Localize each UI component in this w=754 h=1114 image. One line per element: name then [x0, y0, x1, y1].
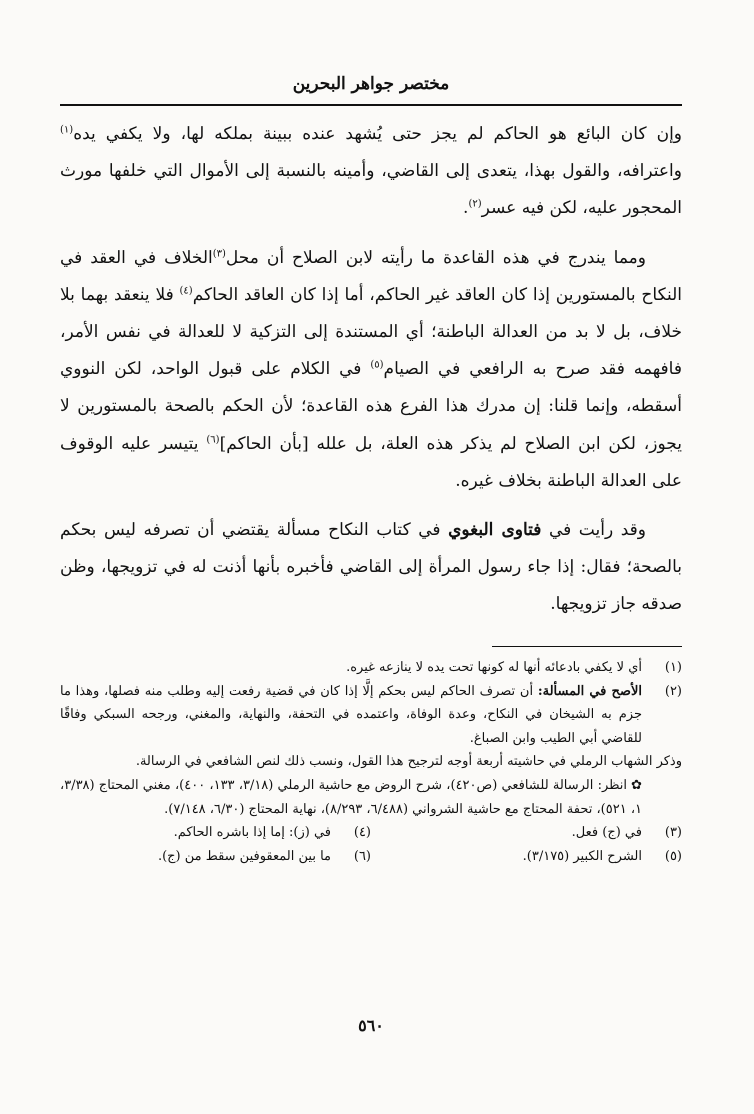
p1-text-2: واعترافه، والقول بهذا، يتعدى إلى القاضي، وأمينه بالنسبة إلى الأموال التي خلفها مورث المحجور عليه، لكن فيه عسر: [60, 161, 682, 219]
footnote-6: [60, 845, 371, 869]
paragraph-3: [60, 512, 682, 624]
p2-text-e: يتيسر عليه الوقوف على العدالة الباطنة بخلاف غيره.: [60, 433, 682, 491]
footnote-2-heading: الأصح في المسألة:: [537, 683, 642, 699]
short-footnotes: [60, 821, 682, 868]
page-number: ٥٦٠: [358, 1016, 384, 1035]
footnote-text: في (ج) فعل.: [571, 825, 642, 841]
sources-text: انظر: الرسالة للشافعي (ص٤٢٠)، شرح الروض مع حاشية الرملي (٣/١٨، ١٣٣، ٤٠٠)، مغني المحتاج (٣/٣٨، ١، ٥٢١)، تحفة المحتاج مع حاشية الشرواني (٦/٤٨٨، ٨/٢٩٣)، نهاية المحتاج (٦/٣٠، ٧/١٤٨).: [60, 777, 642, 817]
footnote-2: [60, 680, 682, 751]
footnote-row: [60, 845, 682, 869]
footnote-ref-5: (٥): [370, 359, 384, 371]
paragraph-1: [60, 116, 682, 228]
p2-text-b: الخلاف في العقد في النكاح بالمستورين إذا كان العاقد غير الحاكم، أما إذا كان العاقد الحاكم: [60, 247, 683, 305]
footnote-ref-2: (٢): [468, 198, 482, 210]
footnote-2-extra: وذكر الشهاب الرملي في حاشيته أربعة أوجه لترجيح هذا القول، ونسب ذلك لنص الشافعي في الرسالة.: [135, 754, 682, 770]
footnote-number: (٤): [353, 825, 371, 841]
p3-text-b: في كتاب النكاح مسألة يقتضي أن تصرفه ليس بحكم بالصحة؛ فقال: إذا جاء رسول المرأة إلى القاضي فأخبره بأنها أذنت له في تزويجها، وظن صدقه جاز تزويجها.: [60, 520, 682, 615]
footnote-ref-3: (٣): [212, 247, 226, 259]
footnote-text: الشرح الكبير (٣/١٧٥).: [522, 848, 642, 864]
main-text: [60, 116, 682, 624]
running-header: مختصر جواهر البحرين: [292, 74, 450, 94]
footnote-1: [60, 656, 682, 680]
footnote-text: ما بين المعقوفين سقط من (ج).: [157, 848, 331, 864]
footnote-text: أي لا يكفي بادعائه أنها له كونها تحت يده لا ينازعه غيره.: [346, 660, 642, 675]
paragraph-2: [60, 240, 682, 500]
footnote-4: [60, 821, 371, 845]
footnote-ref-1: (١): [60, 124, 74, 136]
footnote-number: (٣): [664, 825, 682, 841]
footnote-5: [371, 845, 682, 869]
footnote-row: [60, 821, 682, 845]
p3-text-a: وقد رأيت في: [541, 520, 646, 541]
p2-text-a: ومما يندرج في هذه القاعدة ما رأيته لابن الصلاح أن محل: [225, 247, 646, 268]
footnote-number: (٥): [664, 848, 682, 864]
p2-text-c: فلا ينعقد بهما بلا خلاف، بل لا بد من العدالة الباطنة؛ أي المستندة إلى التزكية لا للعدالة في نفس الأمر، فافهمه فقد صرح به الرافعي في الصيام: [60, 284, 682, 380]
p1-text: وإن كان البائع هو الحاكم لم يجز حتى يُشهد عنده ببينة بملكه لها، ولا يكفي يده: [73, 124, 682, 144]
footnote-text: [60, 680, 642, 751]
footnote-2-body: أن تصرف الحاكم ليس بحكم إلَّا إذا كان في قضية رفعت إليه وطلب منه فصلها، وهذا ما جزم به الشيخان في النكاح، وعدة الوفاة، واعتمده في التحفة، والنهاية، والمغني، ورجحه السبكي وفاقًا للقاضي أبي الطيب وابن الصباغ.: [60, 683, 642, 746]
footnote-ref-4: (٤): [179, 285, 193, 297]
footnote-ref-6: (٦): [206, 433, 220, 445]
footnotes: [60, 656, 682, 868]
p3-book-title: فتاوى البغوي: [448, 520, 542, 541]
footnote-2-sources: [60, 774, 682, 821]
footnote-rule: [492, 646, 682, 647]
header-rule: [60, 104, 682, 106]
footnote-text: في (ز): إما إذا باشره الحاكم.: [173, 825, 331, 841]
flower-icon: ✿: [631, 777, 643, 793]
p1-text-3: .: [463, 198, 469, 219]
footnote-number: (٦): [353, 848, 371, 864]
footnote-number: (١): [664, 660, 682, 675]
footnote-number: (٢): [664, 683, 682, 699]
p2-text-d: في الكلام على قبول الواحد، لكن النووي أسقطه، وإنما قلنا: إن مدرك هذا الفرع هذه القاعدة؛ لأن الحكم بالصحة بالمستورين لا يجوز، لكن ابن الصلاح لم يذكر هذه العلة، بل علله [بأن الحاكم]: [60, 359, 682, 454]
footnote-3: [371, 821, 682, 845]
